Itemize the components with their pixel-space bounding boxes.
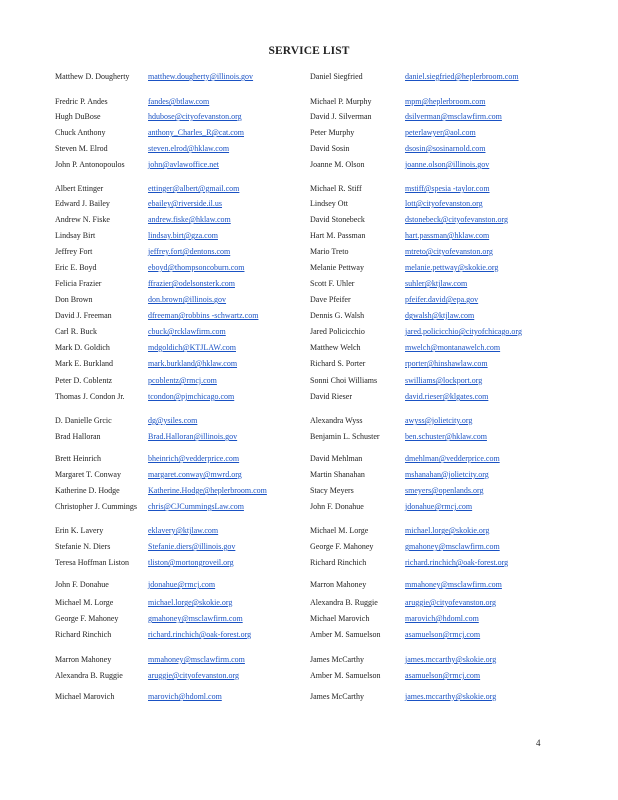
right-contact-name: Mario Treto [310, 247, 349, 256]
right-contact-email-link[interactable]: awyss@jolietcity.org [405, 416, 473, 425]
left-contact-name: Alexandra B. Ruggie [55, 671, 123, 680]
right-contact-name: George F. Mahoney [310, 542, 374, 551]
right-contact-name: Sonni Choi Williams [310, 376, 378, 385]
left-contact-name: Katherine D. Hodge [55, 486, 120, 495]
right-contact-email-link[interactable]: marovich@hdoml.com [405, 614, 479, 623]
right-contact-email-link[interactable]: david.rieser@klgates.com [405, 392, 489, 401]
left-contact-email-link[interactable]: Katherine.Hodge@heplerbroom.com [148, 486, 267, 495]
left-contact-name: Lindsay Birt [55, 231, 96, 240]
right-contact-name: David Rieser [310, 392, 352, 401]
right-contact-email-link[interactable]: suhler@ktjlaw.com [405, 279, 468, 288]
left-contact-email-link[interactable]: bheinrich@vedderprice.com [148, 454, 240, 463]
right-contact-email-link[interactable]: jared.policicchio@cityofchicago.org [405, 327, 522, 336]
page-number: 4 [536, 738, 541, 748]
left-contact-name: Hugh DuBose [55, 112, 101, 121]
right-contact-email-link[interactable]: pfeifer.david@epa.gov [405, 295, 479, 304]
right-contact-email-link[interactable]: dsosin@sosinarnold.com [405, 144, 486, 153]
right-contact-name: Michael M. Lorge [310, 526, 369, 535]
right-contact-name: Hart M. Passman [310, 231, 366, 240]
right-contact-name: James McCarthy [310, 692, 364, 701]
left-contact-name: John P. Antonopoulos [55, 160, 125, 169]
left-contact-email-link[interactable]: jeffrey.fort@dentons.com [148, 247, 231, 256]
right-contact-email-link[interactable]: jdonahue@rmcj.com [405, 502, 473, 511]
left-contact-email-link[interactable]: hdubose@cityofevanston.org [148, 112, 242, 121]
left-contact-name: Steven M. Elrod [55, 144, 108, 153]
right-contact-email-link[interactable]: dstonebeck@cityofevanston.org [405, 215, 508, 224]
left-contact-email-link[interactable]: margaret.conway@mwrd.org [148, 470, 242, 479]
left-contact-name: Mark E. Burkland [55, 359, 113, 368]
left-contact-email-link[interactable]: Stefanie.diers@illinois.gov [148, 542, 236, 551]
right-contact-email-link[interactable]: gmahoney@msclawfirm.com [405, 542, 500, 551]
right-contact-email-link[interactable]: mpm@heplerbroom.com [405, 97, 486, 106]
left-contact-name: Teresa Hoffman Liston [55, 558, 129, 567]
right-contact-email-link[interactable]: dsilverman@msclawfirm.com [405, 112, 502, 121]
right-contact-email-link[interactable]: ben.schuster@hklaw.com [405, 432, 487, 441]
right-contact-email-link[interactable]: dmehlman@vedderprice.com [405, 454, 500, 463]
right-contact-email-link[interactable]: lott@cityofevanston.org [405, 199, 483, 208]
right-contact-email-link[interactable]: mtreto@cityofevanston.org [405, 247, 493, 256]
left-contact-email-link[interactable]: mdgoldich@KTJLAW.com [148, 343, 236, 352]
right-contact-email-link[interactable]: melanie.pettway@skokie.org [405, 263, 499, 272]
left-contact-email-link[interactable]: richard.rinchich@oak-forest.org [148, 630, 252, 639]
right-contact-name: Amber M. Samuelson [310, 671, 381, 680]
right-contact-email-link[interactable]: michael.lorge@skokie.org [405, 526, 490, 535]
right-contact-name: Benjamin L. Schuster [310, 432, 380, 441]
left-contact-name: Chuck Anthony [55, 128, 106, 137]
left-contact-name: George F. Mahoney [55, 614, 119, 623]
left-contact-email-link[interactable]: tcondon@pjmchicago.com [148, 392, 235, 401]
right-contact-email-link[interactable]: asamuelson@rmcj.com [405, 671, 481, 680]
left-contact-name: D. Danielle Grcic [55, 416, 112, 425]
left-contact-name: Marron Mahoney [55, 655, 112, 664]
left-contact-name: Brett Heinrich [55, 454, 101, 463]
right-contact-name: John F. Donahue [310, 502, 364, 511]
right-contact-email-link[interactable]: mwelch@montanawelch.com [405, 343, 501, 352]
left-contact-name: John F. Donahue [55, 580, 109, 589]
right-contact-email-link[interactable]: asamuelson@rmcj.com [405, 630, 481, 639]
left-contact-email-link[interactable]: lindsay.birt@gza.com [148, 231, 218, 240]
right-contact-email-link[interactable]: rporter@hinshawlaw.com [405, 359, 488, 368]
right-contact-name: Melanie Pettway [310, 263, 364, 272]
left-contact-name: Fredric P. Andes [55, 97, 108, 106]
left-contact-email-link[interactable]: don.brown@illinois.gov [148, 295, 227, 304]
right-contact-name: Amber M. Samuelson [310, 630, 381, 639]
left-contact-email-link[interactable]: aruggie@cityofevanston.org [148, 671, 239, 680]
right-contact-name: Scott F. Uhler [310, 279, 355, 288]
right-contact-name: David J. Silverman [310, 112, 372, 121]
left-contact-email-link[interactable]: chris@CJCummingsLaw.com [148, 502, 244, 511]
left-contact-name: Stefanie N. Diers [55, 542, 111, 551]
page-title: SERVICE LIST [268, 45, 350, 57]
right-contact-email-link[interactable]: dgwalsh@ktjlaw.com [405, 311, 475, 320]
left-contact-email-link[interactable]: john@avlawoffice.net [148, 160, 219, 169]
right-contact-name: Joanne M. Olson [310, 160, 365, 169]
right-contact-email-link[interactable]: daniel.siegfried@heplerbroom.com [405, 72, 519, 81]
left-contact-name: David J. Freeman [55, 311, 112, 320]
left-contact-email-link[interactable]: mark.burkland@hklaw.com [148, 359, 238, 368]
left-contact-email-link[interactable]: dg@ysiles.com [148, 416, 198, 425]
right-contact-name: Michael Marovich [310, 614, 370, 623]
left-contact-name: Richard Rinchich [55, 630, 112, 639]
left-contact-email-link[interactable]: cbuck@rcklawfirm.com [148, 327, 226, 336]
right-contact-name: Michael R. Stiff [310, 184, 362, 193]
left-contact-name: Jeffrey Fort [55, 247, 93, 256]
right-contact-name: David Sosin [310, 144, 350, 153]
right-contact-name: Martin Shanahan [310, 470, 365, 479]
left-contact-email-link[interactable]: mmahoney@msclawfirm.com [148, 655, 245, 664]
right-contact-name: Dennis G. Walsh [310, 311, 365, 320]
left-contact-email-link[interactable]: andrew.fiske@hklaw.com [148, 215, 231, 224]
left-contact-email-link[interactable]: dfreeman@robbins -schwartz.com [148, 311, 259, 320]
left-contact-email-link[interactable]: michael.lorge@skokie.org [148, 598, 233, 607]
right-contact-email-link[interactable]: mstiff@spesia -taylor.com [405, 184, 490, 193]
left-contact-name: Eric E. Boyd [55, 263, 97, 272]
left-contact-name: Christopher J. Cummings [55, 502, 138, 511]
left-contact-name: Matthew D. Dougherty [55, 72, 130, 81]
left-contact-name: Felicia Frazier [55, 279, 102, 288]
right-contact-name: Marron Mahoney [310, 580, 367, 589]
left-contact-email-link[interactable]: eboyd@thompsoncoburn.com [148, 263, 245, 272]
left-contact-email-link[interactable]: eklavery@ktjlaw.com [148, 526, 219, 535]
right-contact-email-link[interactable]: joanne.olson@illinois.gov [405, 160, 490, 169]
left-contact-name: Margaret T. Conway [55, 470, 121, 479]
right-contact-email-link[interactable]: james.mccarthy@skokie.org [405, 655, 497, 664]
right-contact-email-link[interactable]: james.mccarthy@skokie.org [405, 692, 497, 701]
right-contact-email-link[interactable]: peterlawyer@aol.com [405, 128, 476, 137]
left-contact-email-link[interactable]: matthew.dougherty@illinois.gov [148, 72, 254, 81]
right-contact-name: David Stonebeck [310, 215, 365, 224]
left-contact-email-link[interactable]: Brad.Halloran@illinois.gov [148, 432, 238, 441]
left-contact-name: Edward J. Bailey [55, 199, 110, 208]
left-contact-email-link[interactable]: gmahoney@msclawfirm.com [148, 614, 243, 623]
left-contact-name: Carl R. Buck [55, 327, 97, 336]
right-contact-name: Daniel Siegfried [310, 72, 363, 81]
left-contact-email-link[interactable]: marovich@hdoml.com [148, 692, 222, 701]
right-contact-name: Alexandra B. Ruggie [310, 598, 378, 607]
left-contact-name: Andrew N. Fiske [55, 215, 110, 224]
right-contact-name: Michael P. Murphy [310, 97, 372, 106]
left-contact-name: Thomas J. Condon Jr. [55, 392, 125, 401]
right-contact-name: Dave Pfeifer [310, 295, 351, 304]
right-contact-email-link[interactable]: mshanahan@jolietcity.org [405, 470, 489, 479]
left-contact-name: Don Brown [55, 295, 93, 304]
left-contact-email-link[interactable]: anthony_Charles_R@cat.com [148, 128, 245, 137]
right-contact-email-link[interactable]: aruggie@cityofevanston.org [405, 598, 496, 607]
left-contact-email-link[interactable]: ebailey@riverside.il.us [148, 199, 223, 208]
left-contact-email-link[interactable]: pcoblentz@rmcj.com [148, 376, 217, 385]
left-contact-name: Brad Halloran [55, 432, 101, 441]
left-contact-email-link[interactable]: ffrazier@odelsonsterk.com [148, 279, 235, 288]
left-contact-email-link[interactable]: jdonahue@rmcj.com [148, 580, 216, 589]
right-contact-name: Richard Rinchich [310, 558, 367, 567]
right-contact-name: James McCarthy [310, 655, 364, 664]
right-contact-name: Richard S. Porter [310, 359, 366, 368]
right-contact-name: Lindsey Ott [310, 199, 348, 208]
left-contact-email-link[interactable]: fandes@btlaw.com [148, 97, 210, 106]
right-contact-name: Stacy Meyers [310, 486, 354, 495]
right-contact-name: Matthew Welch [310, 343, 361, 352]
right-contact-email-link[interactable]: richard.rinchich@oak-forest.org [405, 558, 509, 567]
left-contact-name: Mark D. Goldich [55, 343, 110, 352]
right-contact-name: Jared Policicchio [310, 327, 365, 336]
right-contact-email-link[interactable]: mmahoney@msclawfirm.com [405, 580, 502, 589]
left-contact-name: Michael Marovich [55, 692, 115, 701]
left-contact-email-link[interactable]: steven.elrod@hklaw.com [148, 144, 230, 153]
left-contact-email-link[interactable]: tliston@mortongroveil.org [148, 558, 234, 567]
left-contact-name: Peter D. Coblentz [55, 376, 113, 385]
right-contact-name: Peter Murphy [310, 128, 355, 137]
left-contact-name: Albert Ettinger [55, 184, 104, 193]
left-contact-email-link[interactable]: ettinger@albert@gmail.com [148, 184, 240, 193]
left-contact-name: Erin K. Lavery [55, 526, 104, 535]
right-contact-email-link[interactable]: hart.passman@hklaw.com [405, 231, 490, 240]
right-contact-email-link[interactable]: swilliams@lockport.org [405, 376, 483, 385]
right-contact-email-link[interactable]: smeyers@openlands.org [405, 486, 484, 495]
left-contact-name: Michael M. Lorge [55, 598, 114, 607]
right-contact-name: Alexandra Wyss [310, 416, 363, 425]
right-contact-name: David Mehlman [310, 454, 363, 463]
